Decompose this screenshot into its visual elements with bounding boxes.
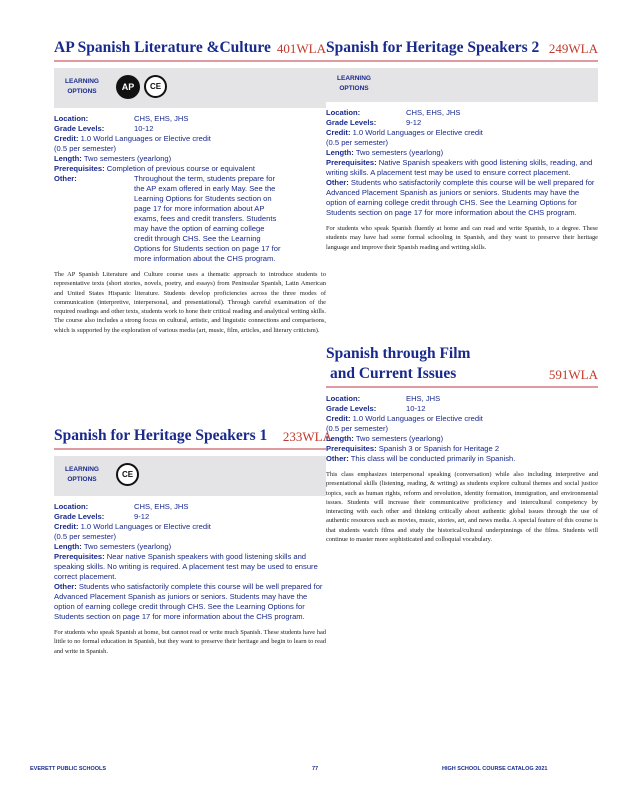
grade-levels-label: Grade Levels: bbox=[326, 404, 377, 413]
credit-label: Credit: bbox=[54, 522, 79, 531]
page-footer bbox=[30, 766, 590, 776]
credit-sub: (0.5 per semester) bbox=[326, 424, 389, 433]
course-description: For students who speak Spanish at home, but cannot read or write much Spanish. These students have had little to no formal education in Spanish, but they want to preserve their heritage and begin to learn to read and write in Spanish. bbox=[54, 629, 326, 655]
course-title-line-1: Spanish through Film bbox=[326, 345, 471, 362]
learning-options-box bbox=[54, 68, 326, 108]
credit-sub: (0.5 per semester) bbox=[326, 138, 389, 147]
length-label: Length: bbox=[54, 154, 82, 163]
location-value: CHS, EHS, JHS bbox=[406, 108, 461, 117]
prerequisites-value: Near native Spanish speakers with good listening skills and speaking skills. No writing is required. A placement test may be used to ensure correct placement. bbox=[54, 552, 318, 581]
course-description: The AP Spanish Literature and Culture course uses a thematic approach to introduce students to representative texts (short stories, novels, poetry, and essays) from Peninsular Spanish, Latin American and United States Hispanic literature. Students develop proficiencies across the three modes of communication (interpretive, interpersonal, and presentational). Through careful examination of the required readings and other texts, students work to hone their critical reading and analytical writing skills. The course also includes a strong focus on cultural, artistic, and linguistic connections and comparisons, which is supported by the exploration of various media (art, music, film, articles, and literary criticism). bbox=[54, 271, 326, 334]
prerequisites-value: Spanish 3 or Spanish for Heritage 2 bbox=[378, 444, 500, 453]
prerequisites-label: Prerequisites: bbox=[54, 164, 105, 173]
grade-levels-label: Grade Levels: bbox=[54, 512, 105, 521]
title-rule bbox=[326, 60, 598, 62]
credit-sub: (0.5 per semester) bbox=[54, 532, 117, 541]
length-value: Two semesters (yearlong) bbox=[83, 154, 172, 163]
other-label: Other: bbox=[54, 174, 77, 183]
credit-value: 1.0 World Languages or Elective credit bbox=[352, 414, 483, 423]
location-label: Location: bbox=[326, 394, 361, 403]
prerequisites-label: Prerequisites: bbox=[326, 444, 377, 453]
other-label: Other: bbox=[54, 582, 77, 591]
learning-options-box bbox=[326, 68, 598, 102]
location-value: CHS, EHS, JHS bbox=[134, 114, 189, 123]
credit-sub: (0.5 per semester) bbox=[54, 144, 117, 153]
other-label: Other: bbox=[326, 178, 349, 187]
college-in-the-high-school-icon: CE bbox=[116, 463, 139, 486]
other-value: Throughout the term, students prepare for the AP exam offered in early May. See the Learning Options for Students section on page 17 for more information about AP exams, fees and credit transfers. Students may have the option of earning college credit through CHS. See the Learning Options for Students section on page 17 for more information about the CHS program. bbox=[134, 174, 281, 263]
location-value: EHS, JHS bbox=[406, 394, 441, 403]
location-value: CHS, EHS, JHS bbox=[134, 502, 189, 511]
course-title: Spanish for Heritage Speakers 1 bbox=[54, 427, 268, 444]
prerequisites-value: Completion of previous course or equivalent bbox=[106, 164, 255, 173]
course-title-line-2: and Current Issues bbox=[330, 365, 457, 382]
credit-value: 1.0 World Languages or Elective credit bbox=[80, 522, 211, 531]
learning-options-label: LEARNING OPTIONS bbox=[337, 75, 371, 92]
learning-options-box bbox=[54, 456, 326, 496]
grade-levels-value: 10-12 bbox=[134, 124, 154, 133]
grade-levels-value: 10-12 bbox=[406, 404, 426, 413]
footer-page-number: 77 bbox=[312, 766, 319, 772]
course-details bbox=[54, 502, 326, 622]
credit-value: 1.0 World Languages or Elective credit bbox=[80, 134, 211, 143]
location-label: Location: bbox=[54, 114, 89, 123]
course-code: 401WLA bbox=[276, 41, 326, 56]
other-label: Other: bbox=[326, 454, 349, 463]
length-value: Two semesters (yearlong) bbox=[355, 148, 444, 157]
other-value: This class will be conducted primarily in Spanish. bbox=[350, 454, 516, 463]
course-spanish-through-film bbox=[326, 344, 598, 544]
ap-icon: AP bbox=[116, 75, 140, 99]
credit-label: Credit: bbox=[326, 414, 351, 423]
course-ap-spanish-literature bbox=[54, 38, 326, 335]
course-header bbox=[326, 38, 598, 58]
grade-levels-label: Grade Levels: bbox=[54, 124, 105, 133]
course-code: 233WLA bbox=[282, 429, 332, 444]
learning-options-label: LEARNING OPTIONS bbox=[65, 78, 99, 95]
course-code: 591WLA bbox=[548, 367, 598, 382]
course-code: 249WLA bbox=[548, 41, 598, 56]
length-label: Length: bbox=[54, 542, 82, 551]
college-in-the-high-school-icon: CE bbox=[144, 75, 167, 98]
course-description: This class emphasizes interpersonal speaking (conversation) while also including interpretive and presentational skills (listening, reading, & writing) as students explore cultural themes and social justice topics, such as human rights, reform and revolution, identity formation, immigration, and environmental issues. Students will increase their communicative proficiency and intercultural competency by interacting with each other and thinking critically about authentic global issues through the use of authentic resources such as movies, music, stories, art, and news media. A special feature of this course is that students watch films and study the historical/cultural underpinnings of the films. Students will continue to master more sophisticated and colloquial vocabulary. bbox=[326, 471, 598, 544]
length-label: Length: bbox=[326, 148, 354, 157]
course-details bbox=[326, 108, 598, 218]
course-details bbox=[54, 114, 326, 264]
credit-label: Credit: bbox=[326, 128, 351, 137]
length-value: Two semesters (yearlong) bbox=[355, 434, 444, 443]
length-value: Two semesters (yearlong) bbox=[83, 542, 172, 551]
grade-levels-label: Grade Levels: bbox=[326, 118, 377, 127]
credit-label: Credit: bbox=[54, 134, 79, 143]
grade-levels-value: 9-12 bbox=[134, 512, 150, 521]
course-title: Spanish for Heritage Speakers 2 bbox=[326, 39, 540, 56]
learning-options-label: LEARNING OPTIONS bbox=[65, 466, 99, 483]
course-description: For students who speak Spanish fluently at home and can read and write Spanish, to a degree. These students may have had some formal schooling in Spanish, and they want to preserve their heritage language and improve their Spanish reading and writing skills. bbox=[326, 225, 598, 251]
other-value: Students who satisfactorily complete this course will be well prepared for Advanced Placement Spanish as juniors or seniors. Students may have the option of earning college credit through CHS. See the Learning Options for Students section on page 17 for more information about the CHS program. bbox=[54, 582, 323, 621]
location-label: Location: bbox=[54, 502, 89, 511]
course-spanish-heritage-1 bbox=[54, 426, 332, 656]
title-rule bbox=[54, 448, 326, 450]
footer-catalog-title: HIGH SCHOOL COURSE CATALOG 2021 bbox=[442, 766, 548, 772]
course-header bbox=[54, 38, 326, 58]
grade-levels-value: 9-12 bbox=[406, 118, 422, 127]
course-spanish-heritage-2 bbox=[326, 38, 598, 252]
credit-value: 1.0 World Languages or Elective credit bbox=[352, 128, 483, 137]
length-label: Length: bbox=[326, 434, 354, 443]
title-rule bbox=[326, 386, 598, 388]
course-details bbox=[326, 394, 598, 464]
course-header bbox=[54, 426, 332, 446]
footer-school-district: EVERETT PUBLIC SCHOOLS bbox=[30, 766, 107, 772]
location-label: Location: bbox=[326, 108, 361, 117]
course-header bbox=[326, 344, 598, 384]
prerequisites-label: Prerequisites: bbox=[326, 158, 377, 167]
title-rule bbox=[54, 60, 326, 62]
course-title: AP Spanish Literature &Culture bbox=[54, 39, 271, 56]
prerequisites-label: Prerequisites: bbox=[54, 552, 105, 561]
prerequisites-value: Native Spanish speakers with good listening skills, reading, and writing skills. A placement test may be used to ensure correct placement. bbox=[326, 158, 593, 177]
other-value: Students who satisfactorily complete this course will be well prepared for Advanced Placement Spanish as juniors or seniors. Students may have the option of earning college credit through CHS. See the Learning Options for Students section on page 17 for more information about the CHS program. bbox=[326, 178, 595, 217]
